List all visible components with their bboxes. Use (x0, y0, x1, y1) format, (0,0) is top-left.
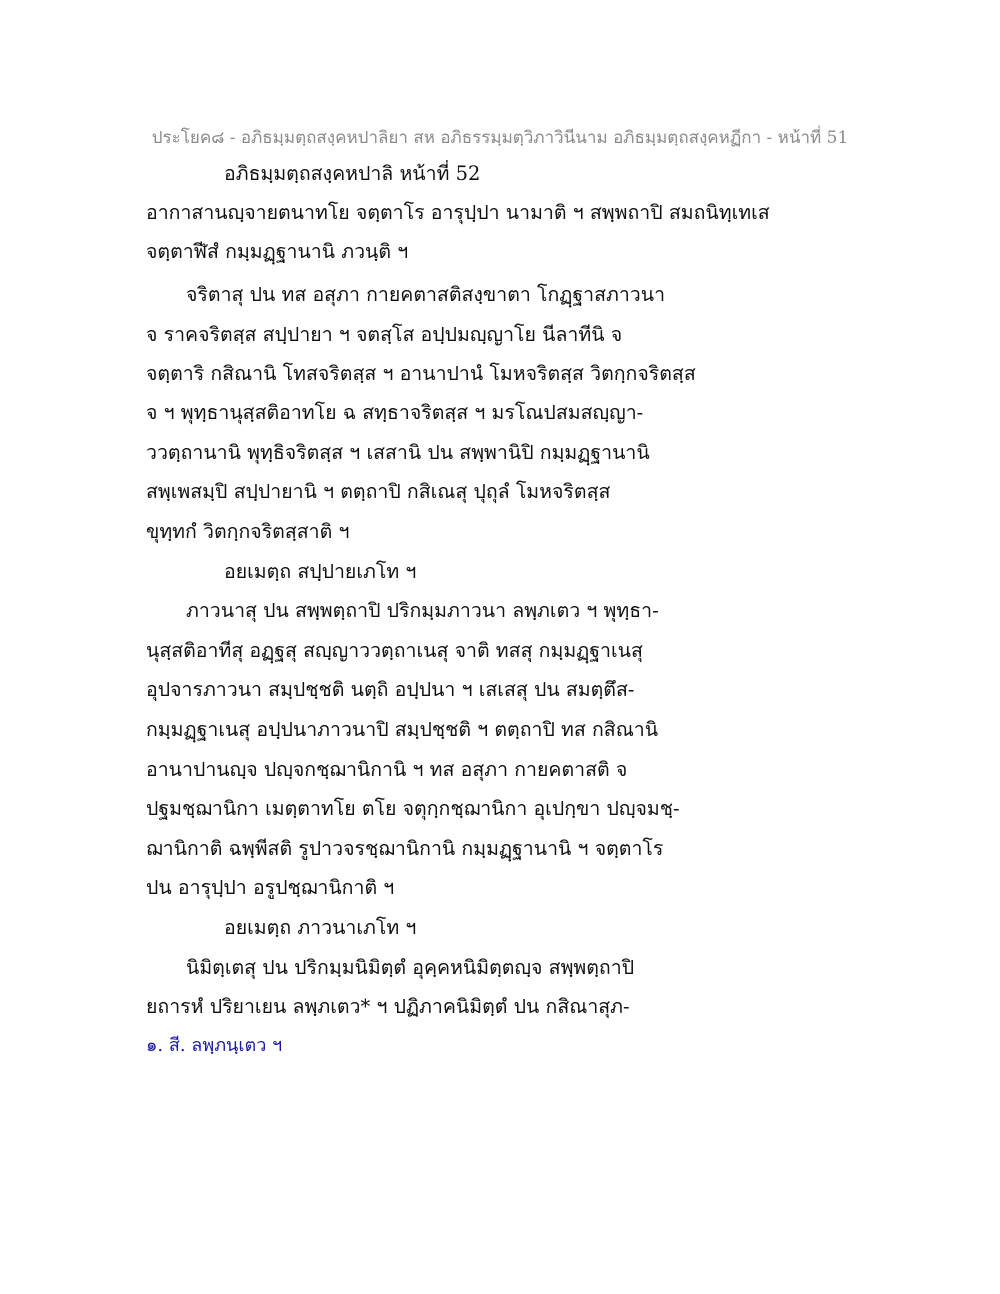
text-line: สพฺเพสมฺปิ สปฺปายานิ ฯ ตตฺถาปิ กสิเณสุ ปุถุลํ โมหจริตสฺส (146, 480, 611, 503)
text-line: ววตฺถานานิ พุทฺธิจริตสฺส ฯ เสสานิ ปน สพฺพานิปิ กมฺมฏฺฐานานิ (146, 441, 650, 464)
text-line: ขุทฺทกํ วิตกฺกจริตสฺสาติ ฯ (146, 520, 350, 543)
section-closing-line: อยเมตฺถ ภาวนาเภโท ฯ (224, 916, 417, 939)
text-line: นุสฺสติอาทีสุ อฏฺฐสุ สญฺญาววตฺถาเนสุ จาติ ทสสุ กมฺมฏฺฐาเนสุ (146, 639, 643, 662)
text-line: ปฐมชฺฌานิกา เมตฺตาทโย ตโย จตุกฺกชฺฌานิกา อุเปกฺขา ปญฺจมชฺ- (146, 797, 680, 820)
text-line: กมฺมฏฺฐาเนสุ อปฺปนาภาวนาปิ สมฺปชฺชติ ฯ ตตฺถาปิ ทส กสิณานิ (146, 718, 659, 741)
text-line: ภาวนาสุ ปน สพฺพตฺถาปิ ปริกมฺมภาวนา ลพฺภเตว ฯ พุทฺธา- (186, 599, 659, 622)
text-line: จตฺตาฬีสํ กมฺมฏฺฐานานิ ภวนฺติ ฯ (146, 240, 409, 263)
text-line: ฌานิกาติ ฉพฺพีสติ รูปาวจรชฺฌานิกานิ กมฺมฏฺฐานานิ ฯ จตฺตาโร (146, 837, 664, 860)
text-line: จ ราคจริตสฺส สปฺปายา ฯ จตสฺโส อปฺปมญฺญาโย นีลาทีนิ จ (146, 323, 623, 346)
footnote: ๑. สี. ลพฺภนฺเตว ฯ (146, 1035, 283, 1056)
text-line: จริตาสุ ปน ทส อสุภา กายคตาสติสงฺขาตา โกฏฺฐาสภาวนา (186, 283, 666, 306)
text-line: นิมิตฺเตสุ ปน ปริกมฺมนิมิตฺตํ อุคฺคหนิมิตฺตญฺจ สพฺพตฺถาปิ (186, 956, 635, 979)
text-line: จตฺตาริ กสิณานิ โทสจริตสฺส ฯ อานาปานํ โมหจริตสฺส วิตกฺกจริตสฺส (146, 362, 696, 385)
text-line: อานาปานญฺจ ปญฺจกชฺฌานิกานิ ฯ ทส อสุภา กายคตาสติ จ (146, 758, 628, 781)
page-heading: อภิธมฺมตฺถสงฺคหปาลิ หน้าที่ 52 (224, 162, 481, 185)
text-line: ปน อารุปฺปา อรูปชฺฌานิกาติ ฯ (146, 876, 395, 899)
section-closing-line: อยเมตฺถ สปฺปายเภโท ฯ (224, 560, 417, 583)
running-header: ประโยค๘ - อภิธมฺมตฺถสงฺคหปาลิยา สห อภิธรรมฺมตฺวิภาวินีนาม อภิธมฺมตฺถสงฺคหฏีกา - หน้าที่ 51 (151, 128, 849, 148)
text-line: จ ฯ พุทฺธานุสฺสติอาทโย ฉ สทฺธาจริตสฺส ฯ มรโณปสมสญฺญา- (146, 401, 644, 424)
text-line: อุปจารภาวนา สมฺปชฺชติ นตฺถิ อปฺปนา ฯ เสเสสุ ปน สมตฺตึส- (146, 678, 635, 701)
text-line: ยถารหํ ปริยาเยน ลพฺภเตว* ฯ ปฏิภาคนิมิตฺตํ ปน กสิณาสุภ- (146, 995, 630, 1018)
text-line: อากาสานญฺจายตนาทโย จตฺตาโร อารุปฺปา นามาติ ฯ สพฺพถาปิ สมถนิทฺเทเส (146, 201, 770, 224)
